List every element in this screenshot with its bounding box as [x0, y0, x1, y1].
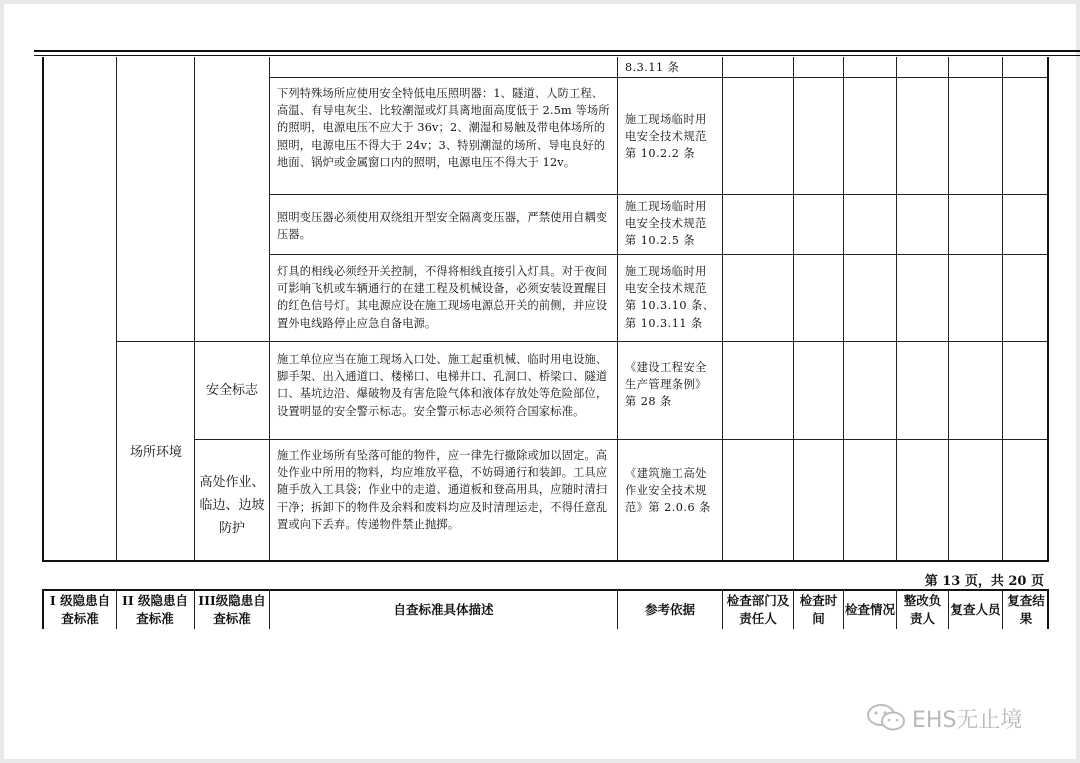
- checklist-table: [42, 57, 1049, 562]
- col-line: [617, 57, 618, 560]
- row-line: [269, 77, 1047, 78]
- description-cell: 灯具的相线必须经开关控制，不得将相线直接引入灯具。对于夜间可影响飞机或车辆通行的在建工程及机械设备，必须安装设置醒目的红色信号灯。其电源应设在施工现场电源总开关的前侧，并应设置外电线路停止应急自备电源。: [277, 265, 608, 330]
- col-line: [194, 591, 195, 629]
- col-line: [896, 57, 897, 560]
- col-line: [896, 591, 897, 629]
- header-reference: 参考依据: [644, 602, 695, 617]
- col-line: [269, 57, 270, 560]
- row-line: [269, 194, 1047, 195]
- ref-cell: 《建筑施工高处作业安全技术规范》第 2.0.6 条: [625, 467, 711, 515]
- header-dept: 检查部门及责任人: [726, 593, 790, 626]
- col-line: [948, 591, 949, 629]
- header-status: 检查情况: [845, 602, 896, 617]
- document-page: [4, 4, 1076, 759]
- level3-cell: 高处作业、临边、边坡防护: [199, 475, 265, 536]
- ref-cell: 《建设工程安全生产管理条例》第 28 条: [625, 361, 707, 409]
- header-result: 复查结果: [1007, 593, 1045, 626]
- ref-cell: 施工现场临时用电安全技术规范第 10.2.5 条: [625, 200, 707, 248]
- header-reviewer: 复查人员: [950, 602, 1001, 617]
- header-level1: I 级隐患自查标准: [49, 593, 111, 626]
- row-line: [269, 254, 1047, 255]
- col-line: [1002, 591, 1003, 629]
- wechat-icon: [866, 703, 906, 733]
- header-level2: II 级隐患自查标准: [121, 593, 189, 626]
- ref-cell: 施工现场临时用电安全技术规范第 10.3.10 条、第 10.3.11 条: [625, 265, 715, 330]
- level3-cell: 安全标志: [205, 383, 258, 398]
- description-cell: 施工单位应当在施工现场入口处、施工起重机械、临时用电设施、脚手架、出入通道口、楼梯口、电梯井口、孔洞口、桥梁口、隧道口、基坑边沿、爆破物及有害危险气体和液体存放处等危险部位，设置明显的安全警示标志。安全警示标志必须符合国家标准。: [277, 353, 608, 418]
- header-description: 自查标准具体描述: [393, 602, 494, 617]
- header-time: 检查时间: [799, 593, 838, 626]
- description-cell: 照明变压器必须使用双绕组开型安全隔离变压器，严禁使用自耦变压器。: [277, 211, 608, 242]
- col-line: [843, 57, 844, 560]
- page-number: 第 13 页，共 20 页: [924, 574, 1044, 589]
- col-line: [793, 57, 794, 560]
- col-line: [269, 591, 270, 629]
- header-row: [42, 589, 1049, 629]
- col-line: [194, 57, 195, 560]
- ref-cell: 施工现场临时用电安全技术规范第 10.2.2 条: [625, 113, 707, 161]
- col-line: [722, 591, 723, 629]
- row-line: [194, 439, 1047, 440]
- col-line: [617, 591, 618, 629]
- watermark: [866, 701, 1022, 735]
- header-owner: 整改负责人: [903, 593, 942, 626]
- col-line: [793, 591, 794, 629]
- top-rule-thin: [34, 55, 1080, 56]
- description-cell: 下列特殊场所应使用安全特低电压照明器：1、隧道、人防工程、高温、有导电灰尘、比较潮湿或灯具离地面高度低于 2.5m 等场所的照明，电源电压不应大于 36v；2、潮湿和易触及带电体场所的照明，电源电压不得大于 24v；3、特别潮湿的场所、导电良好的地面、锅炉或金属窗口内的照明，电源电压不得大于 12v。: [277, 87, 610, 169]
- col-line: [116, 57, 117, 560]
- col-line: [1002, 57, 1003, 560]
- ref-cell: 8.3.11 条: [625, 61, 680, 74]
- header-level3: III级隐患自查标准: [198, 593, 266, 626]
- top-rule: [34, 50, 1080, 52]
- col-line: [722, 57, 723, 560]
- col-line: [948, 57, 949, 560]
- watermark-text: EHS无止境: [912, 707, 1023, 733]
- description-cell: 施工作业场所有坠落可能的物件，应一律先行撤除或加以固定。高处作业中所用的物料，均应堆放平稳，不妨碍通行和装卸。工具应随手放入工具袋；作业中的走道、通道板和登高用具，应随时清扫干净；拆卸下的物件及余料和废料均应及时清理运走，不得任意乱置或向下丢弃。传递物件禁止抛掷。: [277, 449, 608, 531]
- row-line: [116, 341, 1047, 342]
- level2-cell: 场所环境: [129, 445, 182, 460]
- col-line: [116, 591, 117, 629]
- col-line: [843, 591, 844, 629]
